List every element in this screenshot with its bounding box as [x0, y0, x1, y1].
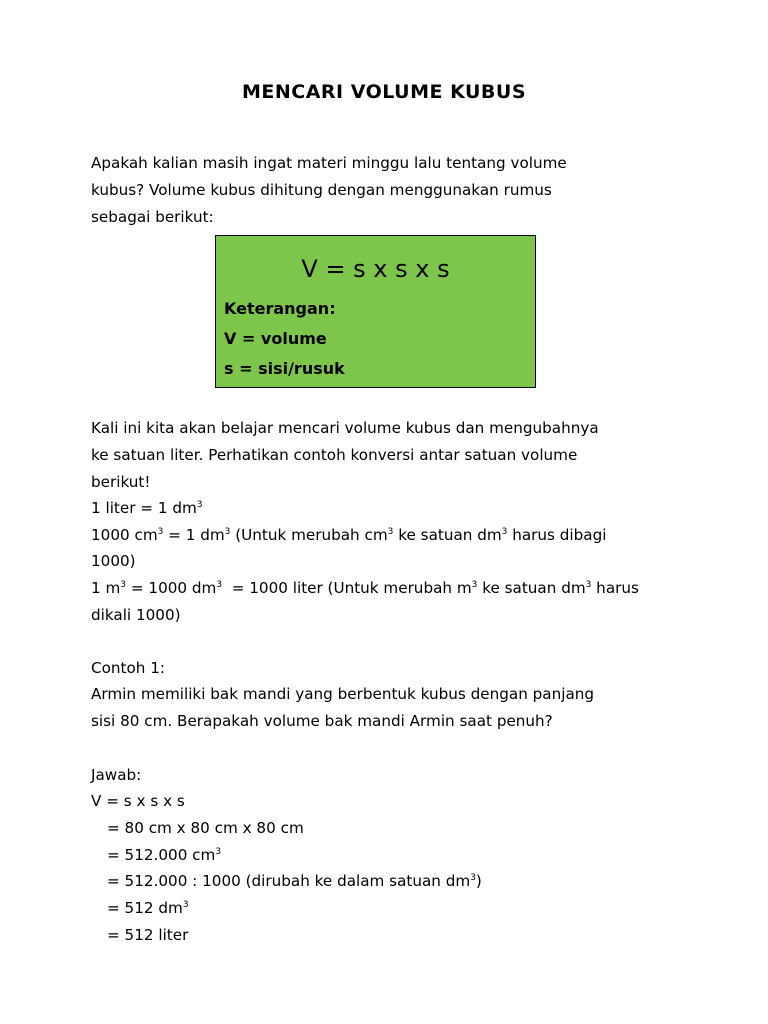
legend-item-side: s = sisi/rusuk [224, 359, 345, 378]
answer-step-4: = 512.000 : 1000 (dirubah ke dalam satuan $dm^3$) [107, 872, 482, 890]
formula-box [215, 235, 536, 388]
answer-step-6: = 512 liter [107, 926, 189, 944]
paragraph2-line-2: ke satuan liter. Perhatikan contoh konversi antar satuan volume [91, 446, 578, 464]
volume-formula: V = s x s x s [301, 255, 450, 283]
example-question-1: Armin memiliki bak mandi yang berbentuk kubus dengan panjang [91, 685, 595, 703]
answer-step-5: = 512 $dm^3$ [107, 899, 189, 917]
intro-line-1: Apakah kalian masih ingat materi minggu lalu tentang volume [91, 154, 567, 172]
example-heading: Contoh 1: [91, 659, 166, 677]
answer-step-1: V = s x s x s [91, 792, 185, 810]
paragraph2-line-3: berikut! [91, 473, 151, 491]
legend-heading: Keterangan: [224, 299, 336, 318]
paragraph2-line-1: Kali ini kita akan belajar mencari volume kubus dan mengubahnya [91, 419, 599, 437]
legend-item-volume: V = volume [224, 329, 327, 348]
conversion-m3-cont: dikali 1000) [91, 606, 181, 624]
answer-step-3: = 512.000 $cm^3$ [107, 846, 222, 864]
conversion-cm3: 1000 $cm^3 = 1$ $dm^3$ (Untuk merubah $cm^3$ ke satuan $dm^3$ harus dibagi [91, 526, 607, 544]
conversion-m3: 1 $m^3 = 1000$ $dm^3 = 1000$ liter (Untuk merubah $m^3$ ke satuan $dm^3$ harus [91, 579, 639, 597]
conversion-liter: 1 liter = 1 $dm^3$ [91, 499, 203, 517]
intro-line-3: sebagai berikut: [91, 208, 214, 226]
intro-line-2: kubus? Volume kubus dihitung dengan menggunakan rumus [91, 181, 552, 199]
conversion-cm3-cont: 1000) [91, 552, 136, 570]
answer-label: Jawab: [91, 766, 142, 784]
answer-step-2: = 80 cm x 80 cm x 80 cm [107, 819, 304, 837]
page-title: MENCARI VOLUME KUBUS [241, 81, 527, 103]
example-question-2: sisi 80 cm. Berapakah volume bak mandi Armin saat penuh? [91, 712, 553, 730]
